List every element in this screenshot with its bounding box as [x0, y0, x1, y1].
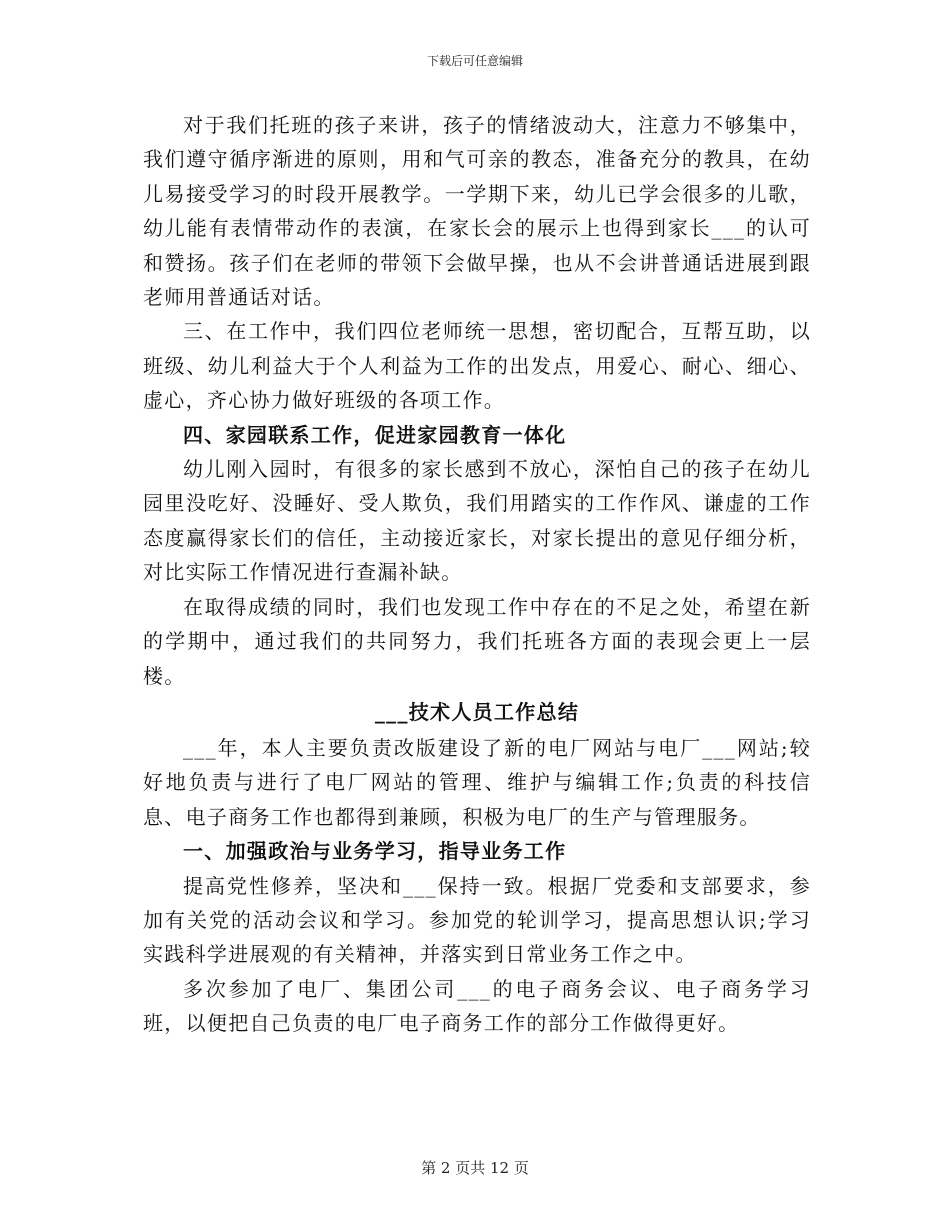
paragraph-website-work: ___年，本人主要负责改版建设了新的电厂网站与电厂___网站;较好地负责与进行了电厂网站的管理、维护与编辑工作;负责的科技信息、电子商务工作也都得到兼顾，积极为电厂的生产与管理服务。: [143, 735, 811, 829]
paragraph-teacher-cooperation: 三、在工作中，我们四位老师统一思想，密切配合，互帮互助，以班级、幼儿利益大于个人利益为工作的出发点，用爱心、耐心、细心、虚心，齐心协力做好班级的各项工作。: [143, 319, 811, 413]
document-body: [143, 108, 811, 1041]
section-heading-home-school: 四、家园联系工作，促进家园教育一体化: [183, 422, 567, 447]
paragraph-shortcomings: 在取得成绩的同时，我们也发现工作中存在的不足之处，希望在新的学期中，通过我们的共同努力，我们托班各方面的表现会更上一层楼。: [143, 594, 811, 688]
document-title: ___技术人员工作总结: [374, 699, 580, 724]
paragraph-parent-trust: 幼儿刚入园时，有很多的家长感到不放心，深怕自己的孩子在幼儿园里没吃好、没睡好、受人欺负，我们用踏实的工作作风、谦虚的工作态度赢得家长们的信任，主动接近家长，对家长提出的意见仔细分析，对比实际工作情况进行查漏补缺。: [143, 457, 811, 585]
paragraph-toddler-teaching: 对于我们托班的孩子来讲，孩子的情绪波动大，注意力不够集中，我们遵守循序渐进的原则，用和气可亲的教态，准备充分的教具，在幼儿易接受学习的时段开展教学。一学期下来，幼儿已学会很多的儿歌，幼儿能有表情带动作的表演，在家长会的展示上也得到家长___的认可和赞扬。孩子们在老师的带领下会做早操，也从不会讲普通话进展到跟老师用普通话对话。: [143, 113, 811, 310]
section-heading-political-study: 一、加强政治与业务学习，指导业务工作: [183, 839, 567, 864]
paragraph-party-study: 提高党性修养，坚决和___保持一致。根据厂党委和支部要求，参加有关党的活动会议和学习。参加党的轮训学习，提高思想认识;学习实践科学进展观的有关精神，并落实到日常业务工作之中。: [143, 873, 811, 967]
page-header: 下载后可任意编辑: [426, 54, 523, 68]
page-number: 第 2 页共 12 页: [421, 1159, 529, 1177]
paragraph-ecommerce-meetings: 多次参加了电厂、集团公司___的电子商务会议、电子商务学习班，以便把自己负责的电厂电子商务工作的部分工作做得更好。: [143, 976, 811, 1036]
